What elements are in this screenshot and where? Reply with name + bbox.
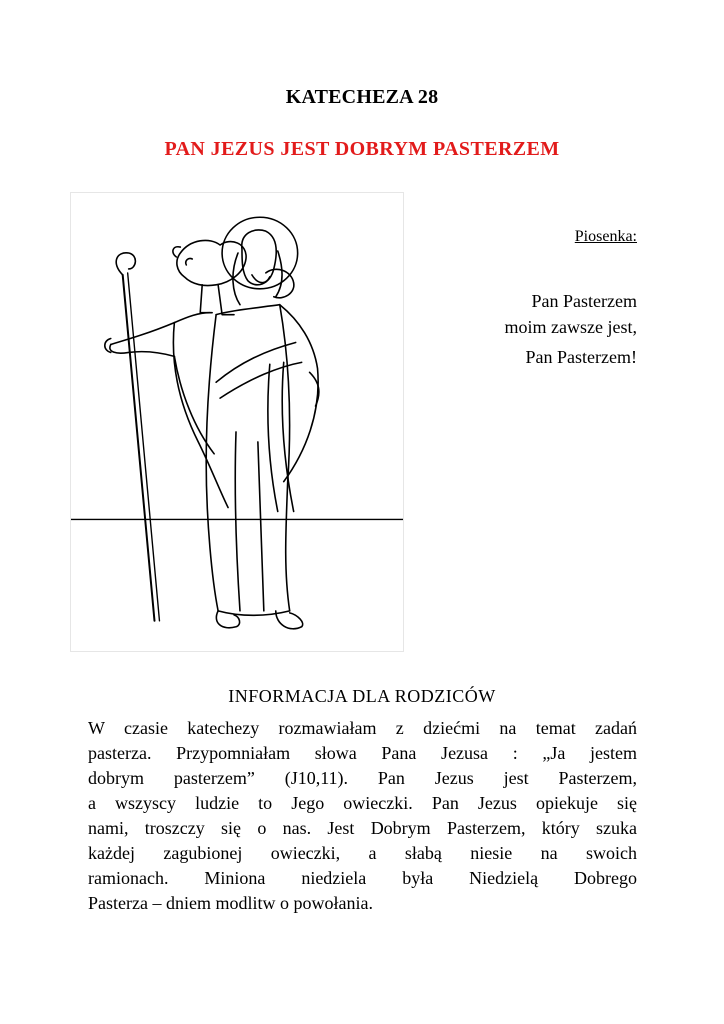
paragraph-line: dobrym pasterzem” (J10,11). Pan Jezus jest Pasterzem,: [88, 768, 637, 788]
paragraph-line: ramionach. Miniona niedziela była Niedzielą Dobrego: [88, 868, 637, 888]
song-line: Pan Pasterzem: [531, 291, 637, 311]
info-heading: INFORMACJA DLA RODZICÓW: [228, 686, 496, 706]
song-lyrics: [505, 288, 637, 370]
page-title: KATECHEZA 28: [285, 86, 439, 108]
good-shepherd-illustration: [70, 192, 404, 652]
paragraph-line: Pasterza – dniem modlitw o powołania.: [88, 893, 373, 913]
paragraph-line: pasterza. Przypomniałam słowa Pana Jezusa : „Ja jestem: [88, 743, 637, 763]
song-line: moim zawsze jest,: [504, 317, 637, 337]
paragraph-line: a wszyscy ludzie to Jego owieczki. Pan Jezus opiekuje się: [88, 793, 637, 813]
song-line: Pan Pasterzem!: [525, 347, 637, 367]
page-subtitle: PAN JEZUS JEST DOBRYM PASTERZEM: [164, 138, 560, 160]
paragraph-line: każdej zagubionej owieczki, a słabą niesie na swoich: [88, 843, 637, 863]
info-paragraph: [88, 716, 637, 916]
song-label: Piosenka:: [574, 228, 637, 245]
paragraph-line: W czasie katechezy rozmawiałam z dziećmi na temat zadań: [88, 718, 637, 738]
paragraph-line: nami, troszczy się o nas. Jest Dobrym Pasterzem, który szuka: [88, 818, 637, 838]
